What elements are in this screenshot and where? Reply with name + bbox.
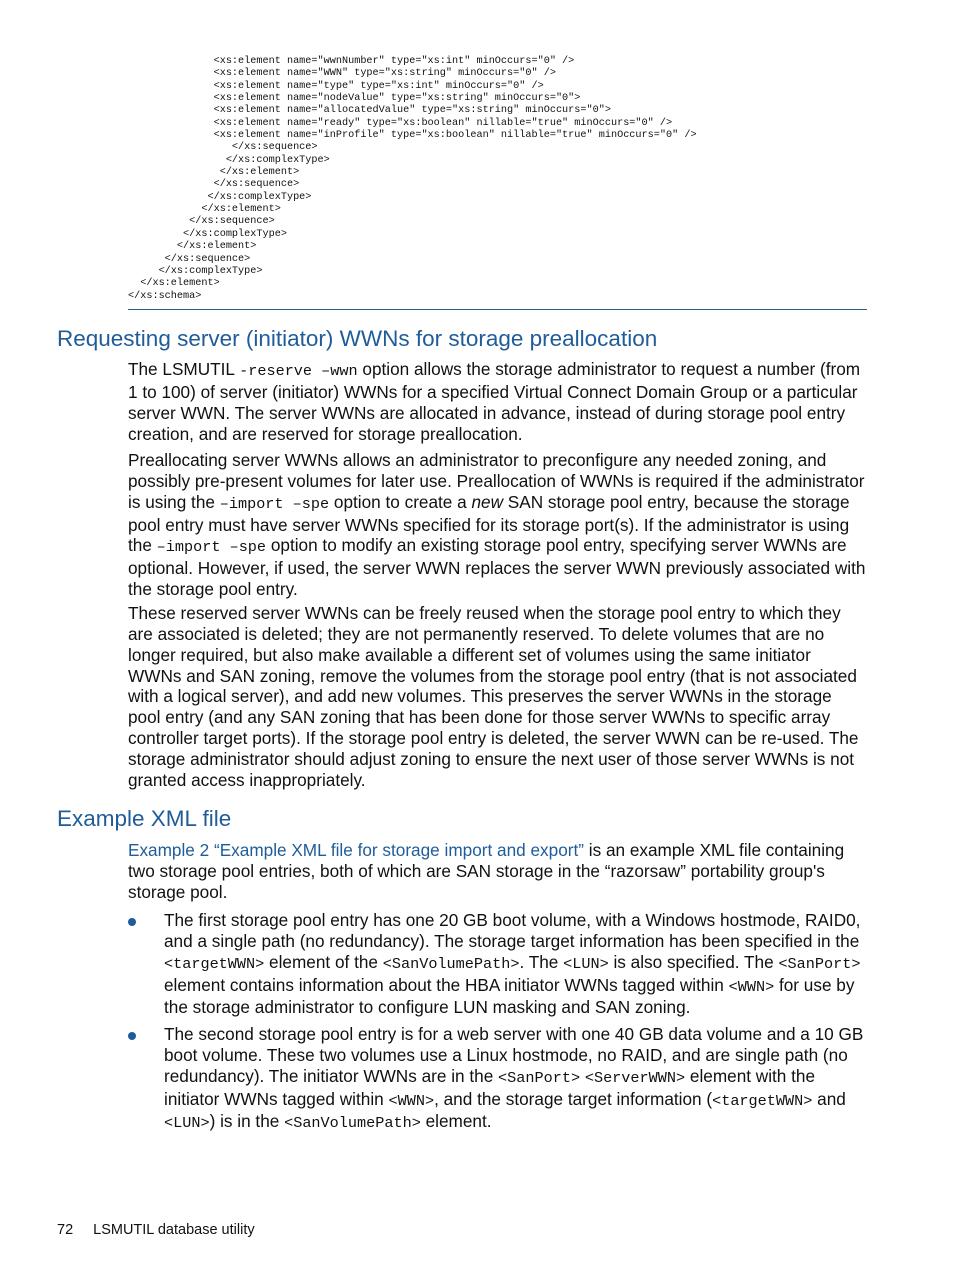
code-line: </xs:sequence> — [128, 216, 275, 228]
code-line: </xs:complexType> — [128, 265, 263, 277]
code-line: </xs:sequence> — [128, 179, 300, 191]
code-line: <xs:element name="allocatedValue" type="xs:string" minOccurs="0"> — [128, 105, 611, 117]
code-line: </xs:sequence> — [128, 253, 251, 265]
code-reserve-wwn: -reserve –wwn — [239, 362, 358, 380]
code-line: <xs:element name="WWN" type="xs:string" minOccurs="0" /> — [128, 68, 556, 80]
code-line: </xs:element> — [128, 167, 300, 179]
bullet-icon — [128, 918, 136, 926]
code-line: </xs:complexType> — [128, 228, 287, 240]
bullet-icon — [128, 1032, 136, 1040]
code-line: <xs:element name="nodeValue" type="xs:string" minOccurs="0"> — [128, 93, 581, 105]
paragraph-reserve-option: The LSMUTIL -reserve –wwn option allows the storage administrator to request a number (from 1 to 100) of server (initiator) WWNs for a specified Virtual Connect Domain Group or a particular server WWN. The server WWNs are allocated in advance, instead of during storage pool entry creation, and are reserved for storage preallocation. — [128, 359, 861, 444]
code-line: </xs:element> — [128, 204, 281, 216]
code-line: </xs:element> — [128, 278, 220, 290]
code-import-spe: –import –spe — [219, 494, 330, 513]
page-number: 72 — [57, 1222, 74, 1238]
footer-title: LSMUTIL database utility — [93, 1222, 255, 1238]
page-footer — [57, 1222, 255, 1238]
section-heading-example-xml: Example XML file — [57, 806, 232, 831]
code-line: </xs:schema> — [128, 290, 202, 302]
bullet-second-storage-entry: The second storage pool entry is for a web server with one 40 GB data volume and a 10 GB boot volume. These two volumes use a Linux hostmode, no RAID, and are single path (no redundancy). The initiator WWNs are in the <SanPort> <ServerWWN> element with the initiator WWNs tagged within <WWN>, and the storage target information (<targetWWN> and <LUN>) is in the <SanVolumePath> element. — [164, 1024, 864, 1133]
section-heading-reserve-wwns: Requesting server (initiator) WWNs for storage preallocation — [57, 326, 658, 351]
code-line: </xs:element> — [128, 241, 257, 253]
paragraph-preallocating: Preallocating server WWNs allows an administrator to preconfigure any needed zoning, and possibly pre-present volumes for later use. Preallocation of WWNs is required if the administrator is using the –import –spe option to create a new SAN storage pool entry, because the storage pool entry must have server WWNs specified for its storage port(s). If the administrator is using the –import –spe option to modify an existing storage pool entry, specifying server WWNs are optional. However, if used, the server WWN replaces the server WWN previously associated with the storage pool entry. — [128, 450, 866, 600]
bullet-first-storage-entry: The first storage pool entry has one 20 GB boot volume, with a Windows hostmode, RAID0, and a single path (no redundancy). The storage target information has been specified in the <targetWWN> element of the <SanVolumePath>. The <LUN> is also specified. The <SanPort> element contains information about the HBA initiator WWNs tagged within <WWN> for use by the storage administrator to configure LUN masking and SAN zoning. — [164, 910, 861, 1018]
code-line: </xs:complexType> — [128, 154, 330, 166]
code-line: <xs:element name="inProfile" type="xs:boolean" nillable="true" minOccurs="0" /> — [128, 130, 697, 142]
code-line: <xs:element name="wwnNumber" type="xs:int" minOccurs="0" /> — [128, 56, 575, 67]
code-line: </xs:sequence> — [128, 142, 318, 154]
paragraph-example-intro: Example 2 “Example XML file for storage import and export” is an example XML file containing two storage pool entries, both of which are SAN storage in the “razorsaw” portability group's storage pool. — [128, 840, 845, 902]
section-divider — [128, 309, 867, 310]
code-line: </xs:complexType> — [128, 191, 312, 203]
paragraph-reserved-wwns-reuse: These reserved server WWNs can be freely reused when the storage pool entry to which they are associated is deleted; they are not permanently reserved. To delete volumes that are no longer required, but also make available a different set of volumes using the same initiator WWNs and SAN zoning, remove the volumes from the storage pool entry (that is not associated with a logical server), and add new volumes. This preserves the server WWNs in the storage pool entry (and any SAN zoning that has been done for those server WWNs to specific array controller target ports). If the storage pool entry is deleted, the server WWN can be re-used. The storage administrator should adjust zoning to ensure the next user of those server WWNs is not granted access inappropriately. — [128, 603, 859, 790]
code-import-spe: –import –spe — [156, 538, 267, 557]
xml-schema-code-block — [128, 56, 868, 303]
example-2-link[interactable]: Example 2 “Example XML file for storage import and export” — [128, 840, 584, 860]
code-line: <xs:element name="ready" type="xs:boolean" nillable="true" minOccurs="0" /> — [128, 117, 673, 129]
code-line: <xs:element name="type" type="xs:int" minOccurs="0" /> — [128, 80, 544, 92]
